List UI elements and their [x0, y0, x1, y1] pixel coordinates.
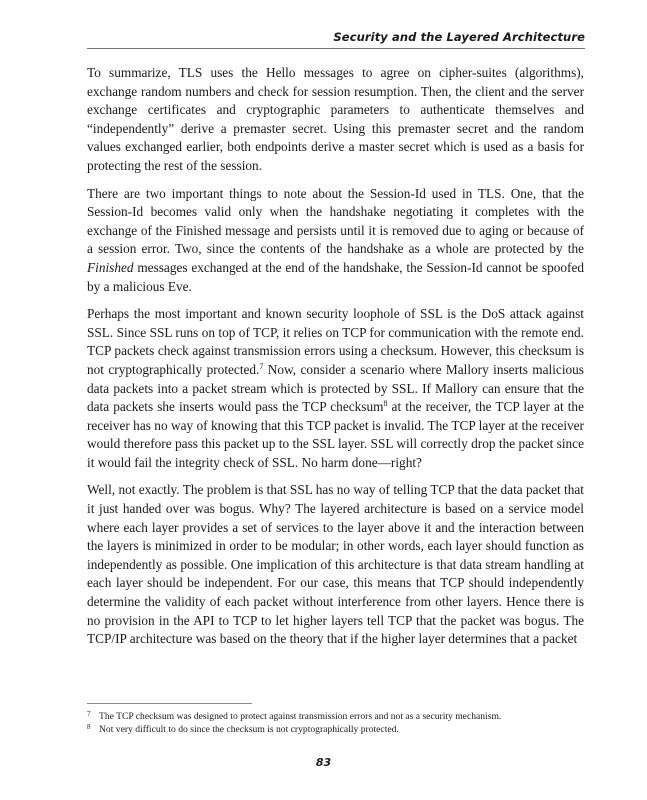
- running-header: Security and the Layered Architecture: [87, 30, 585, 49]
- paragraph-text: at the receiver, the TCP layer at the receiver has no way of knowing that this TCP packet is invalid. The TCP layer at the receiver would therefore pass this packet up to the SSL layer. SSL will correctly drop the packet since it would fail the integrity check of SSL. No harm done—right?: [87, 399, 584, 470]
- paragraph-session-id: [87, 185, 584, 297]
- page-number: 83: [315, 756, 332, 769]
- footnote-7: 7 The TCP checksum was designed to protect against transmission errors and not as a security mechanism.: [87, 710, 502, 722]
- footnote-ref-8[interactable]: 8: [383, 399, 388, 409]
- paragraph-dos-attack: [87, 305, 584, 472]
- footnote-text: The TCP checksum was designed to protect against transmission errors and not as a security mechanism.: [99, 711, 502, 722]
- footnote-ref-7[interactable]: 7: [259, 361, 264, 371]
- emphasis-finished: Finished: [87, 259, 134, 275]
- body-text: [87, 64, 584, 658]
- paragraph-text: There are two important things to note about the Session-Id used in TLS. One, that the Session-Id becomes valid only when the handshake negotiating it completes with the exchange of the Finished message and persists until it is removed due to aging or because of a session error. Two, since the contents of the handshake as a whole are protected by the: [87, 185, 584, 257]
- footnote-text: Not very difficult to do since the checksum is not cryptographically protected.: [99, 724, 399, 735]
- paragraph-layered-architecture: Well, not exactly. The problem is that SSL has no way of telling TCP that the data packet that it just handed over was bogus. Why? The layered architecture is based on a service model where each layer provides a set of services to the layer above it and the interaction between the layers is minimized in order to be modular; in other words, each layer should function as independently as possible. One implication of this architecture is that data stream handling at each layer should be independent. For our case, this means that TCP should independently determine the validity of each packet without interference from other layers. Hence there is no provision in the API to TCP to let higher layers tell TCP that the packet was bogus. The TCP/IP architecture was based on the theory that if the higher layer determines that a packet: [87, 482, 584, 647]
- paragraph-text: Now, consider a scenario where Mallory inserts malicious data packets into a packet stream which is protected by SSL. If Mallory can ensure that the data packets she inserts would pass the TCP checksum: [87, 361, 584, 415]
- footnotes: [87, 710, 584, 736]
- footnote-8: 8 Not very difficult to do since the checksum is not cryptographically protected.: [87, 723, 399, 735]
- paragraph-summary: To summarize, TLS uses the Hello messages to agree on cipher-suites (algorithms), exchange random numbers and check for session resumption. Then, the client and the server exchange certificates and cryptographic parameters to authenticate themselves and “independently” derive a premaster secret. Using this premaster secret and the random values exchanged earlier, both endpoints derive a master secret which is used as a basis for protecting the rest of the session.: [87, 65, 584, 173]
- paragraph-text: Perhaps the most important and known security loophole of SSL is the DoS attack against SSL. Since SSL runs on top of TCP, it relies on TCP for communication with the remote end. TCP packets check against transmission errors using a checksum. However, this checksum is not cryptographically protected.: [87, 306, 584, 377]
- footnote-divider: [87, 703, 252, 704]
- paragraph-text: messages exchanged at the end of the handshake, the Session-Id cannot be spoofed by a malicious Eve.: [87, 259, 584, 294]
